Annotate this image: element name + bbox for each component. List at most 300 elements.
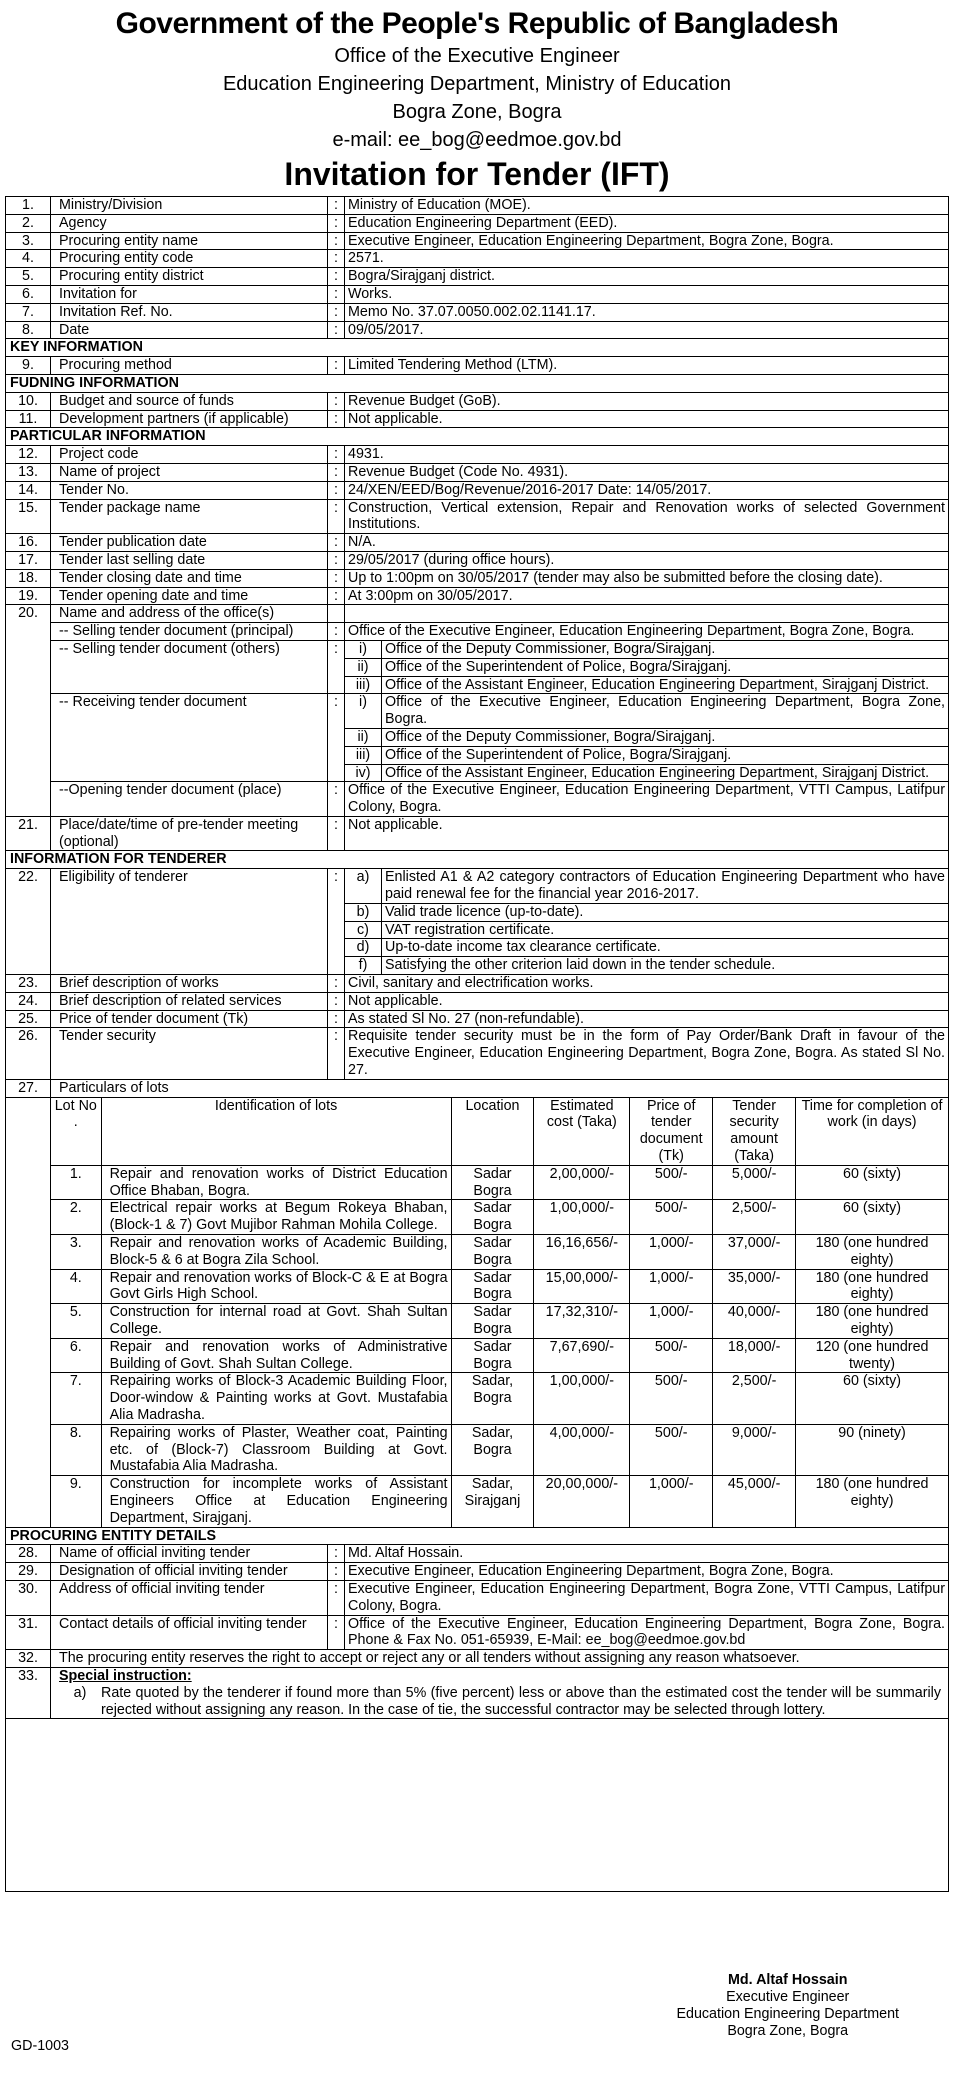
section-key-information: KEY INFORMATION: [6, 339, 949, 357]
lots-header-cell: Tender security amount (Taka): [713, 1098, 796, 1166]
row-label: Name and address of the office(s): [51, 605, 328, 623]
lot-cell-cost: 15,00,000/-: [534, 1269, 630, 1304]
lot-cell-price: 500/-: [630, 1338, 713, 1373]
row-colon: :: [328, 534, 345, 552]
list-item: [345, 869, 948, 903]
government-title: Government of the People's Republic of Bangladesh: [115, 7, 839, 40]
row-value: Works.: [345, 285, 949, 303]
row-colon: :: [328, 569, 345, 587]
info-row: [6, 357, 949, 375]
row-colon: :: [328, 1028, 345, 1079]
row-value: Executive Engineer, Education Engineering Department, Bogra Zone, Bogra.: [345, 232, 949, 250]
row-number: 23.: [6, 975, 51, 993]
info-row: [6, 481, 949, 499]
lot-cell-loc: Sadar Bogra: [451, 1165, 534, 1200]
row-value: 09/05/2017.: [345, 321, 949, 339]
row-colon: :: [328, 587, 345, 605]
lot-cell-cost: 1,00,000/-: [534, 1200, 630, 1235]
info-row: [6, 1615, 949, 1650]
list-item: [345, 658, 948, 676]
row-colon: :: [328, 463, 345, 481]
list-item-text: Office of the Deputy Commissioner, Bogra/Sirajganj.: [382, 728, 949, 746]
row-number: 30.: [6, 1580, 51, 1615]
row-number: 11.: [6, 410, 51, 428]
row-label: Project code: [51, 446, 328, 464]
info-row: [6, 534, 949, 552]
row-number: 6.: [6, 285, 51, 303]
lots-header-cell: Identification of lots: [101, 1098, 451, 1166]
row-colon: :: [328, 392, 345, 410]
lot-cell-time: 180 (one hundred eighty): [796, 1235, 948, 1270]
procuring-rows: [6, 1545, 949, 1650]
list-item-text: Office of the Executive Engineer, Education Engineering Department, Bogra Zone, Bogra.: [382, 694, 949, 728]
signature-block: [676, 1972, 899, 2040]
row-value: 24/XEN/EED/Bog/Revenue/2016-2017 Date: 14/05/2017.: [345, 481, 949, 499]
row-number: 25.: [6, 1010, 51, 1028]
row-label: Procuring entity name: [51, 232, 328, 250]
row-number: 14.: [6, 481, 51, 499]
info-row: [6, 587, 949, 605]
row-colon: :: [328, 410, 345, 428]
lot-cell-lot: 9.: [51, 1476, 101, 1527]
list-item-text: Office of the Superintendent of Police, Bogra/Sirajganj.: [382, 658, 949, 676]
row-label: Ministry/Division: [51, 197, 328, 215]
lots-header-cell: Estimated cost (Taka): [534, 1098, 630, 1166]
list-item-index: iii): [345, 676, 382, 693]
lots-label: Particulars of lots: [51, 1079, 949, 1097]
row-label: Name of project: [51, 463, 328, 481]
row-colon: :: [328, 481, 345, 499]
row-value: Construction, Vertical extension, Repair and Renovation works of selected Government Institutions.: [345, 499, 949, 534]
row-colon: :: [328, 232, 345, 250]
row-colon: :: [328, 1545, 345, 1563]
row-label: Tender opening date and time: [51, 587, 328, 605]
lot-cell-time: 60 (sixty): [796, 1200, 948, 1235]
row-colon: :: [328, 285, 345, 303]
row-value: Not applicable.: [345, 992, 949, 1010]
row-colon: :: [328, 321, 345, 339]
lot-cell-id: Electrical repair works at Begum Rokeya Bhaban, (Block-1 & 7) Govt Mujibor Rahman Mohila College.: [101, 1200, 451, 1235]
row-number: 24.: [6, 992, 51, 1010]
row-number: 16.: [6, 534, 51, 552]
row-value: Requisite tender security must be in the form of Pay Order/Bank Draft in favour of the Executive Engineer, Education Engineering Department, Bogra Zone, Bogra. As stated Sl No. 27.: [345, 1028, 949, 1079]
lot-cell-time: 120 (one hundred twenty): [796, 1338, 948, 1373]
lots-header-cell: Time for completion of work (in days): [796, 1098, 948, 1166]
row-value: Limited Tendering Method (LTM).: [345, 357, 949, 375]
signatory-designation: Executive Engineer: [726, 1989, 850, 2005]
row-value: Office of the Executive Engineer, Education Engineering Department, Bogra Zone, Bogra. Phone & Fax No. 051-65939, E-Mail: ee_bog@eedmoe.gov.bd: [345, 1615, 949, 1650]
row-number: 12.: [6, 446, 51, 464]
row-number: 26.: [6, 1028, 51, 1079]
lot-cell-loc: Sadar Bogra: [451, 1235, 534, 1270]
row-number: 20.: [6, 605, 51, 817]
offices-block: 20. Name and address of the office(s) -- Selling tender document (principal) : Office of the Executive Engineer, Education Engineering Department, Bogra Zone, Bogra. -- Selling tender document (others) : i) Office of the Deputy Commissioner, Bogra/Sirajganj. ii) Office of the Superintendent of Police, Bogra/Sirajganj. iii) Office of the Assistant Engineer, Education Engineering Department, Sirajganj District. -- Receiving tender document : i) Office of the Executive Engineer, Education Engineering Department, Bogra Zone, Bogra. ii) Office of the Deputy Commissioner, Bogra/Sirajganj. iii) Office of the Superintendent of Police, Bogra/Sirajganj. iv) Office of the Assistant Engineer, Education Engineering Department, Sirajganj District. --Opening tender document (place) : Office of the Executive Engineer, Education Engineering Department, VTTI Campus, Latifpur Colony, Bogra. 21. Place/date/time of pre-tender meeting (optional) : Not applicable.: [6, 605, 949, 851]
special-instruction-title: Special instruction:: [59, 1667, 192, 1684]
lot-cell-id: Repair and renovation works of Administrative Building of Govt. Shah Sultan College.: [101, 1338, 451, 1373]
row-number: 28.: [6, 1545, 51, 1563]
email-line: e-mail: ee_bog@eedmoe.gov.bd: [332, 129, 622, 151]
row-label: Tender No.: [51, 481, 328, 499]
row-colon: :: [328, 1580, 345, 1615]
funding-rows: [6, 392, 949, 428]
row-colon: :: [328, 357, 345, 375]
row-value: Civil, sanitary and electrification works.: [345, 975, 949, 993]
lots-table: [51, 1098, 948, 1527]
info-row: [6, 303, 949, 321]
department-line: Education Engineering Department, Ministry of Education: [222, 73, 732, 95]
section-funding-information: FUDNING INFORMATION: [6, 374, 949, 392]
lots-header-cell: Lot No .: [51, 1098, 101, 1166]
row-number: 21.: [6, 816, 51, 851]
tender-table: 1. Ministry/Division : Ministry of Education (MOE). 2. Agency : Education Engineering Department (EED). 3. Procuring entity name : Executive Engineer, Education Engineering Department, Bogra Zone, Bogra. 4. Procuring entity code : 2571. 5. Procuring entity district : Bogra/Sirajganj district. 6. Invitation for : Works. 7. Invitation Ref. No. : Memo No. 37.07.0050.002.02.1141.17. 8. Date : 09/05/2017. KEY INFORMATION 9. Procuring method : Limited Tendering Method (LTM). FUDNING INFORMATION 10. Budget and source of funds : Revenue Budget (GoB). 11. Development partners (if applicable) : Not applicable. PARTICULAR INFORMATION 12. Project code : 4931. 13. Name of project : Revenue Budget (Code No. 4931). 14. Tender No. : 24/XEN/EED/Bog/Revenue/2016-2017 Date: 14/05/2017. 15. Tender package name : Construction, Vertical extension, Repair and Renovation works of selected Government Institutions. 16. Tender publication date : N/A. 17. Tender last selling date : 29/05/2017 (during office hours). 18. Tender closing date and time : Up to 1:00pm on 30/05/2017 (tender may also be submitted before the closing date). 19. Tender opening date and time : At 3:00pm on 30/05/2017. 20. Name and address of the office(s) -- Selling tender document (principal) : Office of the Executive Engineer, Education Engineering Department, Bogra Zone, Bogra. -- Selling tender document (others) : i) Office of the Deputy Commissioner, Bogra/Sirajganj. ii) Office of the Superintendent of Police, Bogra/Sirajganj. iii) Office of the Assistant Engineer, Education Engineering Department, Sirajganj District. -- Receiving tender document : i) Office of the Executive Engineer, Education Engineering Department, Bogra Zone, Bogra. ii) Office of the Deputy Commissioner, Bogra/Sirajganj. iii) Office of the Superintendent of Police, Bogra/Sirajganj. iv) Office of the Assistant Engineer, Education Engineering Department, Sirajganj District. --Opening tender document (place) : Office of the Executive Engineer, Education Engineering Department, VTTI Campus, Latifpur Colony, Bogra. 21. Place/date/time of pre-tender meeting (optional) : Not applicable. INFORMATION FOR TENDERER 22. Eligibility of tenderer : a) Enlisted A1 & A2 category contractors of Education Engineering Department who have paid renewal fee for the financial year 2016-2017. b) Valid trade licence (up-to-date). c) VAT registration certificate. d) Up-to-date income tax clearance certificate. f) Satisfying the other criterion laid down in the tender schedule. 23. Brief description of works : Civil, sanitary and electrification works. 24. Brief description of related services : Not applicable. 25. Price of tender document (Tk) : As stated Sl No. 27 (non-refundable). 26. Tender security : Requisite tender security must be in the form of Pay Order/Bank Draft in favour of the Executive Engineer, Education Engineering Department, Bogra Zone, Bogra. As stated Sl No. 27. 27. Particulars of lots Lot No . Identification of lots Location Estimated cost (Taka) Price of tender document (Tk) Tender security amount (Taka) Time for completion of work (in days) 1. Repair and renovation works of District Education Office Bhaban, Bogra. Sadar Bogra 2,00,000/- 500/- 5,000/- 60 (sixty) 2. Electrical repair works at Begum Rokeya Bhaban, (Block-1 & 7) Govt Mujibor Rahman Mohila College. Sadar Bogra 1,00,000/- 500/- 2,500/- 60 (sixty) 3. Repair and renovation works of Academic Building, Block-5 & 6 at Bogra Zila School. Sadar Bogra 16,16,656/- 1,000/- 37,000/- 180 (one hundred eighty) 4. Repair and renovation works of Block-C & E at Bogra Govt Girls High School. Sadar Bogra 15,00,000/- 1,000/- 35,000/- 180 (one hundred eighty) 5. Construction for internal road at Govt. Shah Sultan College. Sadar Bogra 17,32,310/- 1,000/- 40,000/- 180 (one hundred eighty) 6. Repair and renovation works of Administrative Building of Govt. Shah Sultan College. Sadar Bogra 7,67,690/- 500/- 18,000/- 120 (one hundred twenty) 7. Repairing works of Block-3 Academic Building Floor, Door-window & Painting works at Govt. Mustafabia Alia Madrasha. Sadar, Bogra 1,00,000/- 500/- 2,500/- 60 (sixty) 8. Repairing works of Plaster, Weather coat, Painting etc. of (Block-7) Classroom Building at Govt. Mustafabia Alia Madrasha. Sadar, Bogra 4,00,000/- 500/- 9,000/- 90 (ninety) 9. Construction for incomplete works of Assistant Engineers Office at Education Engineering Department, Sirajganj. Sadar, Sirajganj 20,00,000/- 1,000/- 45,000/- 180 (one hundred eighty) PROCURING ENTITY DETAILS 28. Name of official inviting tender : Md. Altaf Hossain. 29. Designation of official inviting tender : Executive Engineer, Education Engineering Department, Bogra Zone, Bogra. 30. Address of official inviting tender : Executive Engineer, Education Engineering Department, Bogra Zone, VTTI Campus, Latifpur Colony, Bogra. 31. Contact details of official inviting tender : Office of the Executive Engineer, Education Engineering Department, Bogra Zone, Bogra. Phone & Fax No. 051-65939, E-Mail: ee_bog@eedmoe.gov.bd 32. The procuring entity reserves the right to accept or reject any or all tenders without assigning any reason whatsoever. 33. Special instruction: a) Rate quoted by the tenderer if found more than 5% (five percent) less or above than the estimated cost the tender will be summarily rejected without assigning any reason. In the case of tie, the successful contractor may be selected through lottery.: [5, 196, 949, 1892]
lot-cell-price: 500/-: [630, 1424, 713, 1475]
lot-cell-loc: Sadar Bogra: [451, 1338, 534, 1373]
lots-header-cell: Price of tender document (Tk): [630, 1098, 713, 1166]
special-item-index: a): [73, 1684, 87, 1701]
lot-cell-time: 180 (one hundred eighty): [796, 1476, 948, 1527]
row-label: Budget and source of funds: [51, 392, 328, 410]
list-item: [345, 676, 948, 693]
row-number: 10.: [6, 392, 51, 410]
list-item-text: Office of the Superintendent of Police, Bogra/Sirajganj.: [382, 746, 949, 764]
list-item: [345, 939, 948, 957]
zone-line: Bogra Zone, Bogra: [392, 101, 562, 123]
lots-header-cell: Location: [451, 1098, 534, 1166]
row-value: 2571.: [345, 250, 949, 268]
row-number: 9.: [6, 357, 51, 375]
lot-cell-lot: 2.: [51, 1200, 101, 1235]
row-label: Development partners (if applicable): [51, 410, 328, 428]
info-row: [6, 975, 949, 993]
lot-cell-cost: 7,67,690/-: [534, 1338, 630, 1373]
list-item: [345, 764, 948, 781]
row-value: Bogra/Sirajganj district.: [345, 268, 949, 286]
lot-cell-lot: 1.: [51, 1165, 101, 1200]
list-item-text: Valid trade licence (up-to-date).: [382, 903, 949, 921]
list-item-text: Office of the Assistant Engineer, Education Engineering Department, Sirajganj District.: [382, 676, 949, 693]
lot-cell-id: Repair and renovation works of Block-C & E at Bogra Govt Girls High School.: [101, 1269, 451, 1304]
lot-cell-id: Repair and renovation works of District Education Office Bhaban, Bogra.: [101, 1165, 451, 1200]
lot-cell-security: 18,000/-: [713, 1338, 796, 1373]
row-colon: :: [328, 268, 345, 286]
row-number: 15.: [6, 499, 51, 534]
selling-others-list: [345, 641, 948, 693]
list-item-index: d): [345, 939, 382, 957]
row-label: Date: [51, 321, 328, 339]
signatory-name: Md. Altaf Hossain: [728, 1972, 848, 1988]
row-value: 29/05/2017 (during office hours).: [345, 551, 949, 569]
row-label: Procuring method: [51, 357, 328, 375]
header: [5, 6, 949, 194]
list-item-text: Office of the Deputy Commissioner, Bogra/Sirajganj.: [382, 641, 949, 658]
lot-cell-lot: 7.: [51, 1373, 101, 1424]
lot-cell-lot: 6.: [51, 1338, 101, 1373]
lot-cell-loc: Sadar Bogra: [451, 1200, 534, 1235]
lot-cell-price: 500/-: [630, 1373, 713, 1424]
lot-cell-security: 5,000/-: [713, 1165, 796, 1200]
list-item: [345, 903, 948, 921]
lot-row: [51, 1165, 948, 1200]
lot-cell-id: Repairing works of Plaster, Weather coat, Painting etc. of (Block-7) Classroom Building at Govt. Mustafabia Alia Madrasha.: [101, 1424, 451, 1475]
info-row: [6, 446, 949, 464]
lot-row: [51, 1424, 948, 1475]
lot-cell-loc: Sadar, Bogra: [451, 1424, 534, 1475]
lot-cell-id: Repair and renovation works of Academic Building, Block-5 & 6 at Bogra Zila School.: [101, 1235, 451, 1270]
row-colon: :: [328, 975, 345, 993]
row-label: Tender closing date and time: [51, 569, 328, 587]
lot-cell-security: 45,000/-: [713, 1476, 796, 1527]
lot-cell-price: 1,000/-: [630, 1304, 713, 1339]
info-row: [6, 321, 949, 339]
row-label: Tender package name: [51, 499, 328, 534]
lot-cell-lot: 4.: [51, 1269, 101, 1304]
section-procuring-entity-details: PROCURING ENTITY DETAILS: [6, 1527, 949, 1545]
row-label: Agency: [51, 214, 328, 232]
info-row: [6, 1010, 949, 1028]
row-colon: :: [328, 992, 345, 1010]
lot-cell-price: 1,000/-: [630, 1269, 713, 1304]
list-item-index: c): [345, 921, 382, 939]
info-row: [6, 392, 949, 410]
row-colon: :: [328, 303, 345, 321]
row-number: 29.: [6, 1563, 51, 1581]
row-number: 27.: [6, 1079, 51, 1097]
row-number: 33.: [6, 1667, 51, 1718]
lot-cell-security: 2,500/-: [713, 1373, 796, 1424]
row-number: 8.: [6, 321, 51, 339]
lot-cell-price: 500/-: [630, 1200, 713, 1235]
opening-value: Office of the Executive Engineer, Education Engineering Department, VTTI Campus, Latifpur Colony, Bogra.: [345, 782, 949, 817]
reserve-text: The procuring entity reserves the right to accept or reject any or all tenders without assigning any reason whatsoever.: [51, 1650, 949, 1668]
lot-cell-price: 1,000/-: [630, 1476, 713, 1527]
row-label: Contact details of official inviting tender: [51, 1615, 328, 1650]
lot-row: [51, 1269, 948, 1304]
list-item-text: Up-to-date income tax clearance certificate.: [382, 939, 949, 957]
lot-cell-cost: 1,00,000/-: [534, 1373, 630, 1424]
lot-row: [51, 1200, 948, 1235]
row-value: Md. Altaf Hossain.: [345, 1545, 949, 1563]
info-row: [6, 551, 949, 569]
tenderer-rows: [6, 975, 949, 1080]
row-label: Procuring entity code: [51, 250, 328, 268]
list-item: [345, 728, 948, 746]
row-value: Ministry of Education (MOE).: [345, 197, 949, 215]
list-item: [345, 641, 948, 658]
lots-header-row: [51, 1098, 948, 1166]
lot-cell-price: 500/-: [630, 1165, 713, 1200]
row-value: Not applicable.: [345, 816, 949, 851]
info-row: [6, 214, 949, 232]
row-number: 1.: [6, 197, 51, 215]
document-title: Invitation for Tender (IFT): [284, 156, 670, 192]
row-number: 18.: [6, 569, 51, 587]
row-label: Price of tender document (Tk): [51, 1010, 328, 1028]
row-number: 4.: [6, 250, 51, 268]
lot-cell-price: 1,000/-: [630, 1235, 713, 1270]
list-item-index: ii): [345, 728, 382, 746]
row-label: Designation of official inviting tender: [51, 1563, 328, 1581]
lot-cell-security: 40,000/-: [713, 1304, 796, 1339]
lot-cell-cost: 2,00,000/-: [534, 1165, 630, 1200]
row-label: Address of official inviting tender: [51, 1580, 328, 1615]
info-row: [6, 232, 949, 250]
list-item: [345, 746, 948, 764]
row-number: 13.: [6, 463, 51, 481]
special-item-text: Rate quoted by the tenderer if found more than 5% (five percent) less or above than the estimated cost the tender will be summarily rejected without assigning any reason. In the case of tie, the successful contractor may be selected through lottery.: [101, 1684, 941, 1718]
opening-label: --Opening tender document (place): [51, 782, 328, 817]
row-label: Procuring entity district: [51, 268, 328, 286]
lot-cell-cost: 17,32,310/-: [534, 1304, 630, 1339]
office-line: Office of the Executive Engineer: [334, 45, 620, 67]
tender-notice-page: [5, 6, 949, 2054]
row-label: Invitation for: [51, 285, 328, 303]
row-value: Revenue Budget (GoB).: [345, 392, 949, 410]
row-value: At 3:00pm on 30/05/2017.: [345, 587, 949, 605]
list-item: [345, 694, 948, 728]
info-row: [6, 197, 949, 215]
row-colon: :: [328, 499, 345, 534]
list-item-index: b): [345, 903, 382, 921]
row-label: Invitation Ref. No.: [51, 303, 328, 321]
row-colon: :: [328, 1615, 345, 1650]
lot-cell-time: 90 (ninety): [796, 1424, 948, 1475]
info-row: [6, 268, 949, 286]
lot-row: [51, 1304, 948, 1339]
list-item-text: VAT registration certificate.: [382, 921, 949, 939]
info-row: [6, 1545, 949, 1563]
lot-row: [51, 1235, 948, 1270]
particular-rows: [6, 446, 949, 605]
row-value: Up to 1:00pm on 30/05/2017 (tender may also be submitted before the closing date).: [345, 569, 949, 587]
row-value: As stated Sl No. 27 (non-refundable).: [345, 1010, 949, 1028]
list-item-index: iv): [345, 764, 382, 781]
lot-cell-security: 2,500/-: [713, 1200, 796, 1235]
lot-row: [51, 1373, 948, 1424]
row-colon: :: [328, 250, 345, 268]
row-value: Memo No. 37.07.0050.002.02.1141.17.: [345, 303, 949, 321]
row-label: Tender last selling date: [51, 551, 328, 569]
row-label: Brief description of works: [51, 975, 328, 993]
info-row: [6, 1580, 949, 1615]
lot-cell-loc: Sadar Bogra: [451, 1269, 534, 1304]
row-value: Revenue Budget (Code No. 4931).: [345, 463, 949, 481]
lot-cell-time: 180 (one hundred eighty): [796, 1304, 948, 1339]
key-rows: [6, 357, 949, 375]
row-number: 31.: [6, 1615, 51, 1650]
footer-code: GD-1003: [11, 2038, 70, 2054]
row-number: 32.: [6, 1650, 51, 1668]
lot-cell-id: Construction for incomplete works of Assistant Engineers Office at Education Engineering Department, Sirajganj.: [101, 1476, 451, 1527]
info-row: [6, 1563, 949, 1581]
lot-cell-lot: 5.: [51, 1304, 101, 1339]
row-label: Tender publication date: [51, 534, 328, 552]
eligibility-list: [345, 869, 948, 974]
info-row: [6, 250, 949, 268]
row-value: Education Engineering Department (EED).: [345, 214, 949, 232]
selling-others-label: -- Selling tender document (others): [51, 640, 328, 693]
lot-row: [51, 1338, 948, 1373]
row-colon: :: [328, 551, 345, 569]
row-number: 19.: [6, 587, 51, 605]
list-item: [345, 921, 948, 939]
receiving-label: -- Receiving tender document: [51, 694, 328, 782]
row-number: 3.: [6, 232, 51, 250]
lot-cell-loc: Sadar, Bogra: [451, 1373, 534, 1424]
row-colon: :: [328, 1010, 345, 1028]
row-label: Brief description of related services: [51, 992, 328, 1010]
row-label: Eligibility of tenderer: [51, 869, 328, 975]
lot-cell-security: 9,000/-: [713, 1424, 796, 1475]
info-row: [6, 569, 949, 587]
general-rows: [6, 197, 949, 339]
row-colon: :: [328, 214, 345, 232]
lot-cell-lot: 3.: [51, 1235, 101, 1270]
list-item-index: f): [345, 957, 382, 974]
info-row: [6, 410, 949, 428]
lot-cell-time: 60 (sixty): [796, 1165, 948, 1200]
lot-cell-lot: 8.: [51, 1424, 101, 1475]
row-value: Not applicable.: [345, 410, 949, 428]
list-item-index: iii): [345, 746, 382, 764]
info-row: [6, 992, 949, 1010]
row-value: Executive Engineer, Education Engineering Department, Bogra Zone, VTTI Campus, Latifpur Colony, Bogra.: [345, 1580, 949, 1615]
row-colon: :: [328, 1563, 345, 1581]
list-item-index: ii): [345, 658, 382, 676]
lot-cell-cost: 4,00,000/-: [534, 1424, 630, 1475]
row-number: 2.: [6, 214, 51, 232]
lot-cell-cost: 20,00,000/-: [534, 1476, 630, 1527]
row-colon: :: [328, 446, 345, 464]
lot-cell-security: 37,000/-: [713, 1235, 796, 1270]
lot-cell-cost: 16,16,656/-: [534, 1235, 630, 1270]
list-item-index: a): [345, 869, 382, 903]
row-number: 5.: [6, 268, 51, 286]
info-row: [6, 463, 949, 481]
row-colon: :: [328, 197, 345, 215]
lot-cell-time: 180 (one hundred eighty): [796, 1269, 948, 1304]
row-label: Name of official inviting tender: [51, 1545, 328, 1563]
row-label: Tender security: [51, 1028, 328, 1079]
info-row: [6, 1028, 949, 1079]
row-number: 17.: [6, 551, 51, 569]
list-item-text: Satisfying the other criterion laid down in the tender schedule.: [382, 957, 949, 974]
row-number: 22.: [6, 869, 51, 975]
list-item-index: i): [345, 694, 382, 728]
selling-principal-label: -- Selling tender document (principal): [51, 623, 328, 641]
row-value: N/A.: [345, 534, 949, 552]
lot-cell-loc: Sadar, Sirajganj: [451, 1476, 534, 1527]
info-row: [6, 285, 949, 303]
list-item-index: i): [345, 641, 382, 658]
lot-cell-id: Construction for internal road at Govt. Shah Sultan College.: [101, 1304, 451, 1339]
selling-principal-value: Office of the Executive Engineer, Education Engineering Department, Bogra Zone, Bogra.: [345, 623, 949, 641]
lot-cell-loc: Sadar Bogra: [451, 1304, 534, 1339]
section-information-for-tenderer: INFORMATION FOR TENDERER: [6, 851, 949, 869]
signatory-zone: Bogra Zone, Bogra: [727, 2023, 849, 2039]
list-item-text: Enlisted A1 & A2 category contractors of Education Engineering Department who have paid renewal fee for the financial year 2016-2017.: [382, 869, 949, 903]
list-item-text: Office of the Assistant Engineer, Education Engineering Department, Sirajganj District.: [382, 764, 949, 781]
row-number: 7.: [6, 303, 51, 321]
info-row: [6, 499, 949, 534]
section-particular-information: PARTICULAR INFORMATION: [6, 428, 949, 446]
lots-body: [51, 1165, 948, 1526]
row-label: Place/date/time of pre-tender meeting (optional): [51, 816, 328, 851]
lot-cell-security: 35,000/-: [713, 1269, 796, 1304]
signatory-department: Education Engineering Department: [676, 2006, 899, 2022]
lot-cell-time: 60 (sixty): [796, 1373, 948, 1424]
lot-row: [51, 1476, 948, 1527]
row-value: Executive Engineer, Education Engineering Department, Bogra Zone, Bogra.: [345, 1563, 949, 1581]
